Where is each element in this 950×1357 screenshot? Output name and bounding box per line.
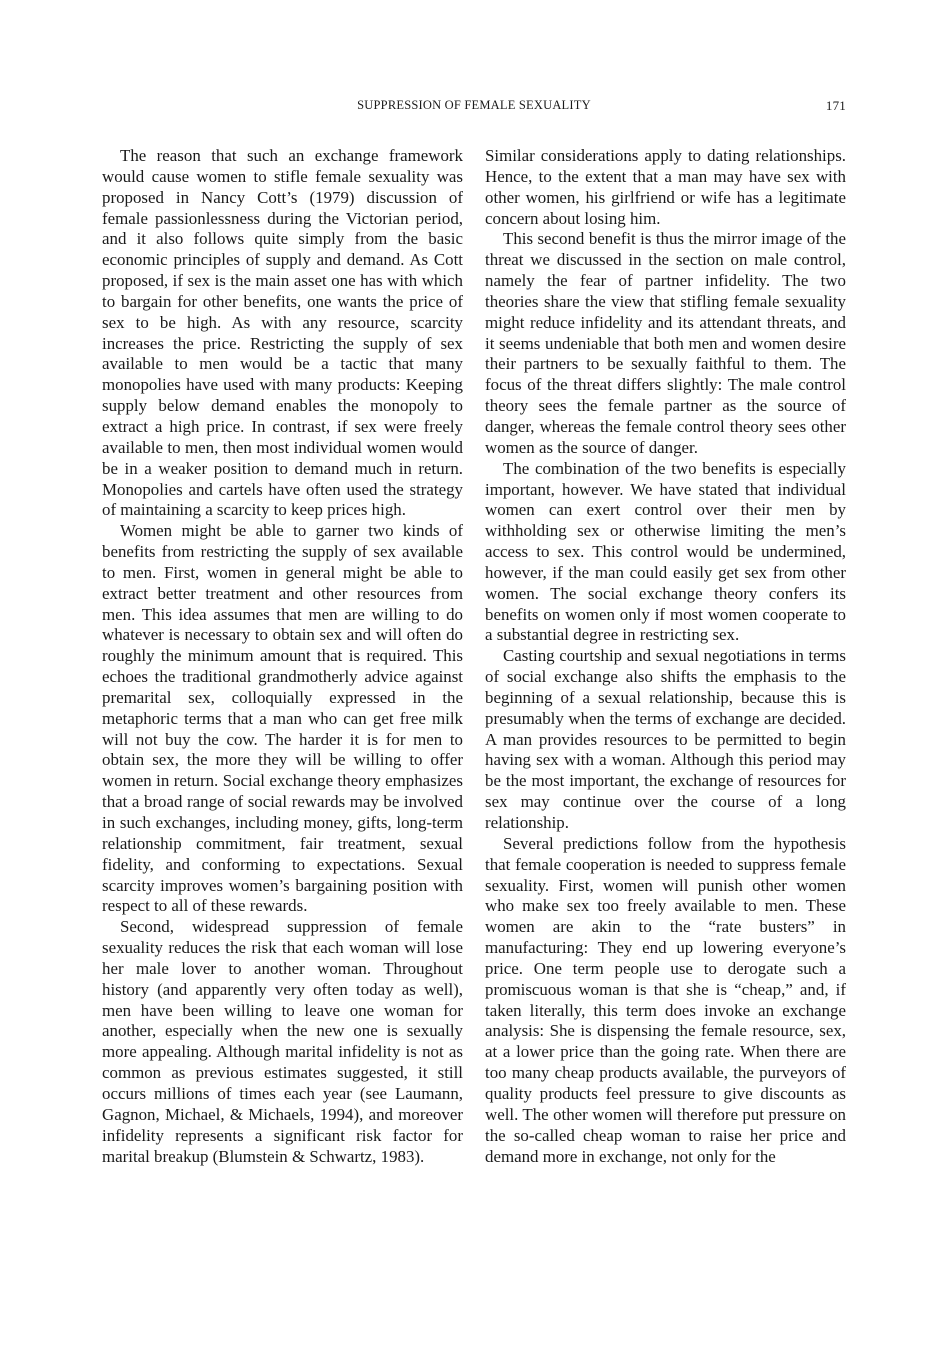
body-paragraph: This second benefit is thus the mirror image of the threat we discussed in the section on male control, namely the fear of partner infidelity. The two theories share the view that stifling female sexuality might reduce infidelity and its attendant threats, and it seems undeniable that both men and women desire their partners to be sexually faithful to them. The focus of the threat differs slightly: The male control theory sees the female partner as the source of danger, whereas the female control theory sees other women as the source of danger.	[485, 229, 846, 457]
page-number: 171	[825, 98, 846, 113]
running-head	[102, 98, 846, 118]
body-paragraph: The combination of the two benefits is especially important, however. We have stated that individual women can exert control over their men by withholding sex or otherwise limiting the men’s access to sex. This control would be undermined, however, if the man could easily get sex from other women. The social exchange theory confers its benefits on women only if most women cooperate to a substantial degree in restricting sex.	[485, 458, 846, 645]
body-paragraph: Casting courtship and sexual negotiations in terms of social exchange also shifts the emphasis to the beginning of a sexual relationship, because this is presumably when the terms of exchange are decided. A man provides resources to be permitted to begin having sex with a woman. Although this period may be the most important, the exchange of resources for sex may continue over the course of a long relationship.	[485, 646, 846, 832]
body-paragraph: Women might be able to garner two kinds of benefits from restricting the supply of sex available to men. First, women in general might be able to extract better treatment and other resources from men. This idea assumes that men are willing to do whatever is necessary to obtain sex and will often do roughly the minimum amount that is required. This echoes the traditional grandmotherly advice against premarital sex, colloquially expressed in the metaphoric terms that a man who can get free milk will not buy the cow. The harder it is for men to obtain sex, the more they will be willing to offer women in return. Social exchange theory emphasizes that a broad range of social rewards may be involved in such exchanges, including money, gifts, long-term relationship commitment, fair treatment, sexual fidelity, and conforming to expectations. Sexual scarcity improves women’s bargaining position with respect to all of these rewards.	[102, 521, 463, 916]
left-column	[102, 146, 463, 1167]
body-paragraph: The reason that such an exchange framework would cause women to stifle female sexuality was proposed in Nancy Cott’s (1979) discussion of female passionlessness during the Victorian period, and it also follows quite simply from the basic economic principles of supply and demand. As Cott proposed, if sex is the main asset one has with which to bargain for other benefits, one wants the price of sex to be high. As with any resource, scarcity increases the price. Restricting the supply of sex available to men would be a tactic that many monopolies have used with many products: Keeping supply below demand enables the monopoly to extract a high price. In contrast, if sex were freely available to men, then most individual women would be in a weaker position to demand much in return. Monopolies and cartels have often used the strategy of maintaining a scarcity to keep prices high.	[102, 146, 463, 520]
continued-paragraph: Similar considerations apply to dating relationships. Hence, to the extent that a man may have sex with other women, his girlfriend or wife has a legitimate concern about losing him.	[485, 146, 846, 228]
right-column	[485, 146, 846, 1167]
body-paragraph: Several predictions follow from the hypothesis that female cooperation is needed to suppress female sexuality. First, women will punish other women who make sex too freely available to men. These women are akin to the “rate busters” in manufacturing: They end up lowering everyone’s price. One term people use to derogate such a promiscuous woman is that she is “cheap,” and, if taken literally, this term does invoke an exchange analysis: She is dispensing the female resource, sex, at a lower price than the going rate. When there are too many cheap products available, the purveyors of quality products feel pressure to give discounts as well. The other women will therefore put pressure on the so-called cheap woman to raise her price and demand more in exchange, not only for the	[485, 833, 846, 1166]
running-title: SUPPRESSION OF FEMALE SEXUALITY	[357, 98, 591, 112]
body-paragraph: Second, widespread suppression of female sexuality reduces the risk that each woman will lose her male lover to another woman. Throughout history (and apparently very often today as well), men have been willing to leave one woman for another, especially when the new one is sexually more appealing. Although marital infidelity is not as common as previous estimates suggested, it still occurs millions of times each year (see Laumann, Gagnon, Michael, & Michaels, 1994), and moreover infidelity represents a significant risk factor for marital breakup (Blumstein & Schwartz, 1983).	[102, 917, 463, 1166]
